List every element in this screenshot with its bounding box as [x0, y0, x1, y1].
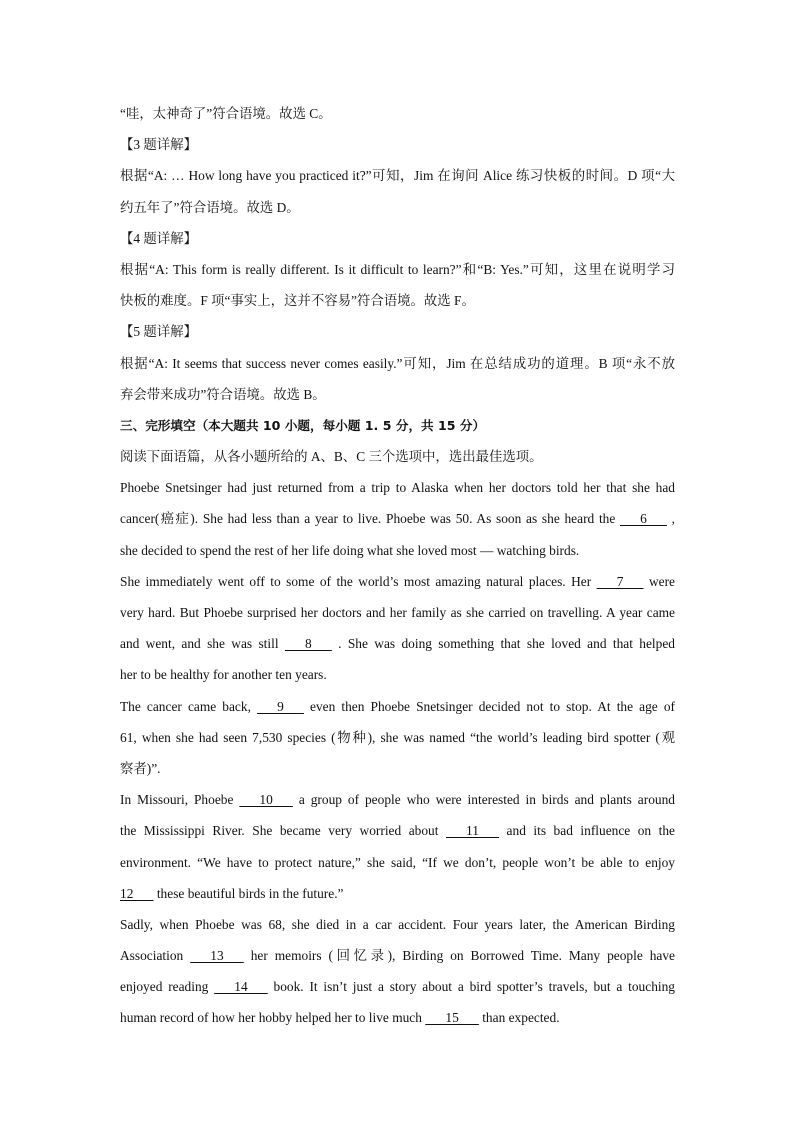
answer-blank-7: 7	[596, 573, 644, 589]
line-text: 【5 题详解】	[120, 324, 197, 340]
text-line	[120, 316, 675, 347]
text-line	[120, 254, 675, 285]
text-line	[120, 753, 675, 784]
text-line	[120, 160, 675, 191]
text-line	[120, 878, 675, 909]
line-text: and went, and she was still	[120, 636, 285, 652]
text-line	[120, 285, 675, 316]
answer-blank-13: 13	[190, 948, 244, 964]
text-line	[120, 722, 675, 753]
text-line	[120, 192, 675, 223]
text-line	[120, 815, 675, 846]
text-line	[120, 940, 675, 971]
line-text: 三、完形填空（本大题共 10 小题，每小题 1. 5 分，共 15 分）	[120, 417, 486, 433]
line-text: 根据“A: This form is really different. Is it difficult to learn?”和“B: Yes.”可知，这里在说明学习	[120, 261, 675, 277]
answer-blank-6: 6	[620, 511, 667, 527]
line-text: 察者)”.	[120, 760, 161, 776]
line-text: She immediately went off to some of the world’s most amazing natural places. Her	[120, 573, 597, 589]
text-line	[120, 971, 675, 1002]
text-line	[120, 441, 675, 472]
line-text: 【3 题详解】	[120, 137, 197, 153]
text-line	[120, 691, 675, 722]
line-text: her to be healthy for another ten years.	[120, 667, 327, 683]
answer-blank-9: 9	[257, 698, 304, 714]
line-text: 约五年了”符合语境。故选 D。	[120, 199, 300, 215]
line-text: In Missouri, Phoebe	[120, 792, 240, 808]
line-text: 快板的难度。F 项“事实上，这并不容易”符合语境。故选 F。	[120, 293, 475, 309]
line-text: she decided to spend the rest of her life doing what she loved most — watching birds.	[120, 542, 580, 558]
text-line	[120, 472, 675, 503]
answer-blank-11: 11	[445, 823, 500, 839]
answer-blank-14: 14	[214, 979, 268, 995]
line-text: book. It isn’t just a story about a bird spotter’s travels, but a touching	[267, 979, 675, 995]
text-line	[120, 597, 675, 628]
line-text: a group of people who were interested in birds and plants around	[292, 792, 675, 808]
line-text: 【4 题详解】	[120, 230, 197, 246]
line-text: 弃会带来成功”符合语境。故选 B。	[120, 386, 326, 402]
text-line	[120, 348, 675, 379]
text-line	[120, 379, 675, 410]
line-text: enjoyed reading	[120, 979, 215, 995]
text-line	[120, 784, 675, 815]
line-text: the Mississippi River. She became very worried about	[120, 823, 446, 839]
answer-blank-15: 15	[425, 1010, 479, 1026]
line-text: human record of how her hobby helped her to live much	[120, 1010, 426, 1026]
line-text: environment. “We have to protect nature,” she said, “If we don’t, people won’t be able to enjoy	[120, 854, 675, 870]
line-text: even then Phoebe Snetsinger decided not to stop. At the age of	[303, 698, 675, 714]
line-text: very hard. But Phoebe surprised her doctors and her family as she carried on travelling. A year came	[120, 605, 675, 620]
line-text: 阅读下面语篇，从各小题所给的 A、B、C 三个选项中，选出最佳选项。	[120, 449, 543, 465]
document-page	[120, 98, 675, 1034]
answer-blank-10: 10	[239, 792, 293, 808]
text-line	[120, 659, 675, 690]
line-text: 根据“A: … How long have you practiced it?”可知，Jim 在询问 Alice 练习快板的时间。D 项“大	[120, 168, 675, 184]
line-text: Sadly, when Phoebe was 68, she died in a car accident. Four years later, the American Birding	[120, 916, 675, 932]
line-text: than expected.	[478, 1010, 560, 1026]
text-line	[120, 909, 675, 940]
text-line	[120, 129, 675, 160]
line-text: her memoirs (回忆录), Birding on Borrowed Time. Many people have	[243, 948, 675, 964]
answer-blank-8: 8	[284, 636, 332, 652]
line-text: The cancer came back,	[120, 698, 258, 714]
text-line	[120, 503, 675, 534]
line-text: “哇，太神奇了”符合语境。故选 C。	[120, 106, 332, 121]
line-text: ,	[666, 511, 675, 527]
line-text: Phoebe Snetsinger had just returned from a trip to Alaska when her doctors told her that she had	[120, 480, 675, 496]
answer-blank-12: 12	[120, 885, 154, 901]
section-heading	[120, 410, 675, 441]
line-text: and its bad influence on the	[499, 823, 675, 839]
line-text: were	[643, 573, 675, 589]
text-line	[120, 566, 675, 597]
text-line	[120, 1002, 675, 1033]
line-text: . She was doing something that she loved and that helped	[331, 636, 675, 652]
line-text: 根据“A: It seems that success never comes easily.”可知，Jim 在总结成功的道理。B 项“永不放	[120, 355, 675, 371]
text-line	[120, 223, 675, 254]
line-text: 61, when she had seen 7,530 species (物种), she was named “the world’s leading bird spotter (观	[120, 729, 675, 745]
text-line	[120, 98, 675, 129]
line-text: Association	[120, 948, 191, 964]
line-text: these beautiful birds in the future.”	[153, 885, 344, 901]
line-text: cancer(癌症). She had less than a year to live. Phoebe was 50. As soon as she heard the	[120, 511, 621, 527]
text-line	[120, 628, 675, 659]
text-line	[120, 847, 675, 878]
text-line	[120, 535, 675, 566]
